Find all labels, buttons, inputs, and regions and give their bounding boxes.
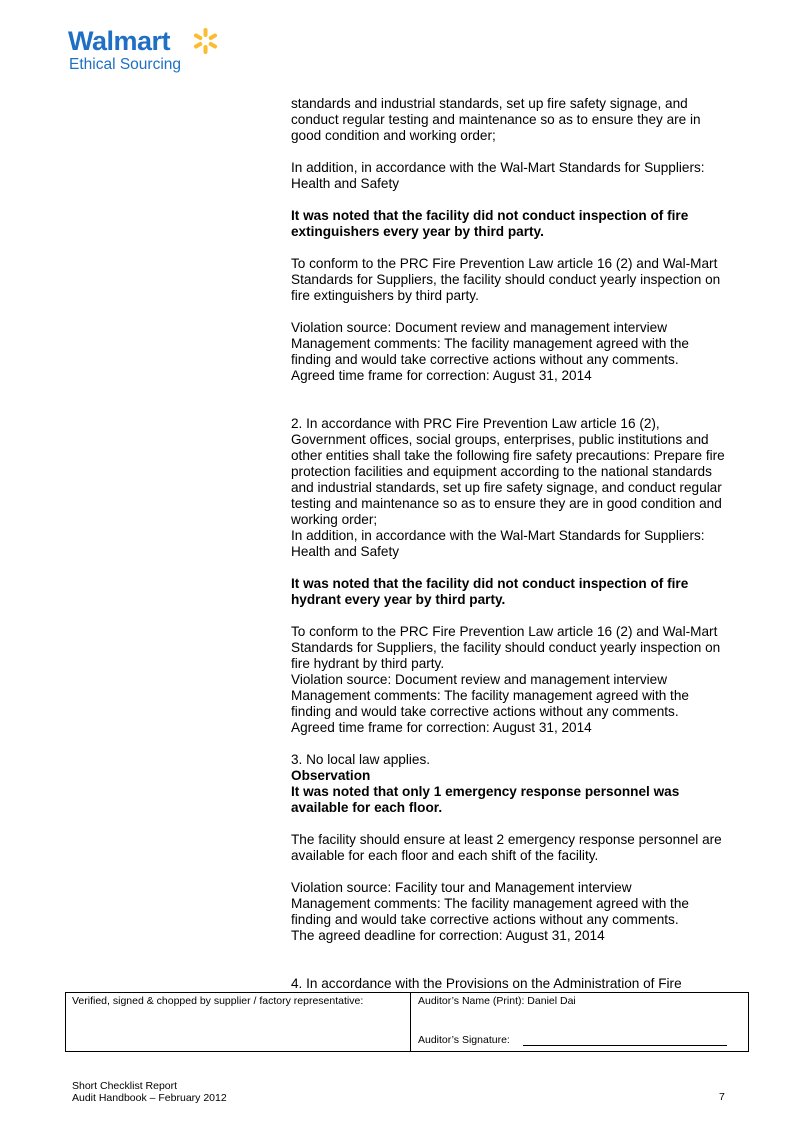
supplier-signature-cell xyxy=(66,993,411,1051)
paragraph: 2. In accordance with PRC Fire Prevention Law article 16 (2), Government offices, social groups, enterprises, public institutions and other entities shall take the following fire safety precautions: Prepare fire protection facilities and equipment according to the national standards and industrial standards, set up fire safety signage, and conduct regular testing and maintenance so as to ensure they are in good condition and working order; xyxy=(291,416,725,527)
violation-source: Violation source: Facility tour and Management interview xyxy=(291,880,632,895)
paragraph: To conform to the PRC Fire Prevention Law article 16 (2) and Wal-Mart Standards for Suppliers, the facility should conduct yearly inspection on fire hydrant by third party. xyxy=(291,624,721,671)
paragraph: To conform to the PRC Fire Prevention Law article 16 (2) and Wal-Mart Standards for Suppliers, the facility should conduct yearly inspection on fire extinguishers by third party. xyxy=(291,256,721,303)
report-body xyxy=(291,96,731,992)
agreed-timeframe: Agreed time frame for correction: August 31, 2014 xyxy=(291,368,592,383)
paragraph: 4. In accordance with the Provisions on the Administration of Fire xyxy=(291,976,682,991)
page-footer xyxy=(72,1080,227,1104)
management-comments: Management comments: The facility management agreed with the finding and would take corrective actions without any comments. xyxy=(291,336,689,367)
finding-statement: It was noted that the facility did not conduct inspection of fire extinguishers every year by third party. xyxy=(291,208,689,239)
walmart-ethical-sourcing-logo xyxy=(68,26,238,76)
paragraph: standards and industrial standards, set up fire safety signage, and conduct regular testing and maintenance so as to ensure they are in good condition and working order; xyxy=(291,96,701,143)
auditor-cell xyxy=(411,993,748,1051)
auditor-name: Auditor’s Name (Print): Daniel Dai xyxy=(418,995,576,1007)
management-comments: Management comments: The facility management agreed with the finding and would take corrective actions without any comments. xyxy=(291,896,689,927)
auditor-signature-label: Auditor’s Signature: xyxy=(418,1034,510,1046)
signature-table xyxy=(65,992,749,1052)
logo-wordmark: Walmart xyxy=(68,26,171,56)
footer-report-title: Short Checklist Report xyxy=(72,1080,178,1092)
finding-statement: It was noted that only 1 emergency response personnel was available for each floor. xyxy=(291,784,680,815)
supplier-signature-label: Verified, signed & chopped by supplier / factory representative: xyxy=(72,995,364,1007)
paragraph: In addition, in accordance with the Wal-Mart Standards for Suppliers: Health and Safety xyxy=(291,160,705,191)
management-comments: Management comments: The facility management agreed with the finding and would take corrective actions without any comments. xyxy=(291,688,689,719)
signature-line xyxy=(523,1045,727,1046)
agreed-timeframe: Agreed time frame for correction: August 31, 2014 xyxy=(291,720,592,735)
violation-source: Violation source: Document review and management interview xyxy=(291,672,668,687)
agreed-timeframe: The agreed deadline for correction: August 31, 2014 xyxy=(291,928,605,943)
page-number: 7 xyxy=(719,1091,725,1103)
walmart-spark-icon xyxy=(186,26,226,56)
violation-source: Violation source: Document review and management interview xyxy=(291,320,668,335)
paragraph: In addition, in accordance with the Wal-Mart Standards for Suppliers: Health and Safety xyxy=(291,528,705,559)
footer-handbook: Audit Handbook – February 2012 xyxy=(72,1092,227,1104)
observation-heading: Observation xyxy=(291,768,371,783)
paragraph: The facility should ensure at least 2 emergency response personnel are available for each floor and each shift of the facility. xyxy=(291,832,722,863)
finding-statement: It was noted that the facility did not conduct inspection of fire hydrant every year by third party. xyxy=(291,576,689,607)
logo-subtitle: Ethical Sourcing xyxy=(69,56,182,73)
paragraph: 3. No local law applies. xyxy=(291,752,431,767)
